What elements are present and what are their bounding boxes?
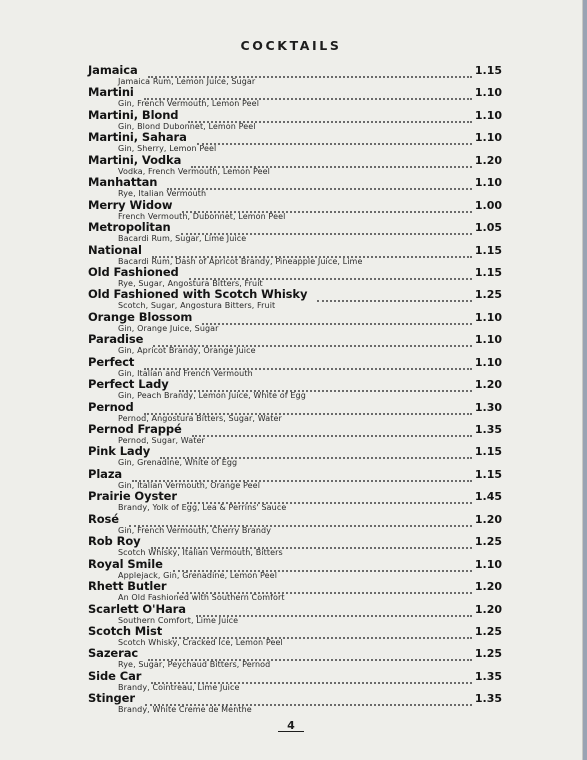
cocktail-name: Stinger: [88, 691, 135, 706]
cocktail-price: 1.10: [474, 131, 502, 145]
cocktail-name: Pink Lady: [88, 444, 151, 459]
menu-item: [88, 513, 502, 535]
cocktail-name: Side Car: [88, 668, 142, 683]
cocktail-name: National: [88, 242, 142, 257]
menu-item: [88, 401, 502, 423]
cocktail-ingredients: Rye, Italian Vermouth: [118, 189, 207, 199]
cocktail-ingredients: Scotch Whisky, Italian Vermouth, Bitters: [118, 548, 283, 558]
menu-item: [88, 647, 502, 669]
menu-item: [88, 154, 502, 176]
menu-item: [88, 131, 502, 153]
page-number-label: 4: [278, 720, 304, 732]
cocktail-price: 1.10: [474, 557, 502, 571]
cocktail-ingredients: Gin, French Vermouth, Lemon Peel: [118, 99, 260, 109]
cocktail-price: 1.35: [474, 423, 502, 436]
menu-item: [88, 445, 502, 467]
cocktail-list: [88, 64, 502, 715]
cocktail-ingredients: Gin, Grenadine, White of Egg: [118, 458, 238, 468]
cocktail-price: 1.10: [474, 310, 502, 324]
menu-item: [88, 468, 502, 490]
cocktail-ingredients: Southern Comfort, Lime Juice: [118, 615, 239, 625]
cocktail-ingredients: Scotch, Sugar, Angostura Bitters, Fruit: [118, 301, 276, 311]
cocktail-name: Manhattan: [88, 175, 158, 190]
menu-item: [88, 356, 502, 378]
cocktail-price: 1.20: [474, 580, 502, 594]
cocktail-name: Perfect Lady: [88, 377, 169, 392]
cocktail-name: Orange Blossom: [88, 309, 193, 324]
cocktail-ingredients: Applejack, Gin, Grenadine, Lemon Peel: [118, 570, 278, 580]
cocktail-ingredients: Gin, Italian Vermouth, Orange Peel: [118, 480, 261, 490]
cocktail-price: 1.15: [474, 243, 502, 257]
cocktail-price: 1.20: [474, 512, 502, 526]
cocktail-ingredients: Bacardi Rum, Dash of Apricot Brandy, Pineapple Juice, Lime: [118, 256, 363, 266]
menu-item: [88, 64, 502, 86]
cocktail-name: Old Fashioned with Scotch Whisky: [88, 287, 308, 302]
cocktail-name: Rob Roy: [88, 534, 141, 549]
cocktail-price: 1.10: [474, 355, 502, 369]
cocktail-ingredients: Gin, Orange Juice, Sugar: [118, 323, 219, 333]
cocktail-price: 1.05: [474, 221, 502, 235]
cocktail-name: Old Fashioned: [88, 264, 179, 279]
cocktail-name: Metropolitan: [88, 220, 171, 235]
cocktail-name: Pernod Frappé: [88, 422, 182, 436]
cocktail-name: Martini: [88, 85, 134, 100]
cocktail-name: Royal Smile: [88, 556, 163, 571]
cocktail-name: Martini, Blond: [88, 107, 179, 122]
menu-item: [88, 311, 502, 333]
menu-item: [88, 378, 502, 400]
cocktail-ingredients: Gin, Peach Brandy, Lemon Juice, White of Egg: [118, 391, 306, 401]
cocktail-name: Scarlett O'Hara: [88, 601, 186, 616]
cocktail-price: 1.25: [474, 535, 502, 549]
cocktail-ingredients: An Old Fashioned with Southern Comfort: [118, 593, 285, 603]
menu-item: [88, 244, 502, 266]
cocktail-ingredients: Brandy, Cointreau, Lime Juice: [118, 682, 240, 692]
cocktail-name: Prairie Oyster: [88, 489, 177, 504]
cocktail-price: 1.45: [474, 490, 502, 504]
cocktail-name: Merry Widow: [88, 197, 173, 212]
cocktail-price: 1.10: [474, 176, 502, 190]
cocktail-price: 1.10: [474, 86, 502, 100]
menu-item: [88, 423, 502, 445]
cocktail-price: 1.25: [474, 624, 502, 638]
cocktail-price: 1.10: [474, 333, 502, 347]
cocktail-ingredients: Pernod, Angostura Bitters, Sugar, Water: [118, 413, 282, 423]
cocktail-price: 1.15: [474, 467, 502, 481]
cocktail-name: Rosé: [88, 511, 120, 526]
cocktail-name: Paradise: [88, 332, 144, 347]
cocktail-price: 1.15: [474, 64, 502, 77]
cocktail-ingredients: Gin, Apricot Brandy, Orange Juice: [118, 346, 256, 356]
cocktail-name: Scotch Mist: [88, 623, 163, 638]
menu-item: [88, 490, 502, 512]
cocktail-name: Pernod: [88, 399, 134, 414]
menu-item: [88, 266, 502, 288]
cocktail-price: 1.20: [474, 153, 502, 167]
cocktail-ingredients: Rye, Sugar, Angostura Bitters, Fruit: [118, 278, 263, 288]
cocktail-ingredients: Brandy, Yolk of Egg, Lea & Perrins' Sauce: [118, 503, 287, 513]
cocktail-ingredients: Bacardi Rum, Sugar, Lime Juice: [118, 234, 247, 244]
cocktail-price: 1.35: [474, 669, 502, 683]
cocktail-price: 1.00: [474, 198, 502, 212]
cocktail-name: Plaza: [88, 466, 123, 481]
cocktail-name: Perfect: [88, 354, 135, 369]
cocktail-ingredients: Scotch Whisky, Cracked Ice, Lemon Peel: [118, 637, 283, 647]
menu-item: [88, 625, 502, 647]
cocktail-price: 1.20: [474, 378, 502, 392]
cocktail-ingredients: Gin, Blond Dubonnet, Lemon Peel: [118, 121, 256, 131]
menu-item: [88, 333, 502, 355]
dot-leader: [197, 139, 472, 145]
cocktail-ingredients: Brandy, White Creme de Menthe: [118, 705, 252, 715]
cocktail-price: 1.15: [474, 265, 502, 279]
cocktail-name: Jamaica: [88, 63, 138, 77]
cocktail-name: Rhett Butler: [88, 579, 167, 594]
cocktail-price: 1.15: [474, 445, 502, 459]
cocktail-name: Martini, Vodka: [88, 152, 182, 167]
cocktail-ingredients: Gin, Sherry, Lemon Peel: [118, 144, 217, 154]
cocktail-price: 1.25: [474, 647, 502, 661]
menu-item: [88, 535, 502, 557]
menu-item: [88, 692, 502, 714]
page-number: [0, 719, 582, 732]
dot-leader: [202, 319, 472, 325]
menu-item: [88, 109, 502, 131]
cocktail-ingredients: Rye, Sugar, Peychaud Bitters, Pernod: [118, 660, 271, 670]
cocktail-name: Sazerac: [88, 646, 139, 661]
cocktail-ingredients: Jamaica Rum, Lemon Juice, Sugar: [118, 77, 256, 86]
cocktail-ingredients: Gin, French Vermouth, Cherry Brandy: [118, 525, 272, 535]
menu-item: [88, 221, 502, 243]
cocktail-ingredients: Vodka, French Vermouth, Lemon Peel: [118, 166, 270, 176]
cocktail-ingredients: French Vermouth, Dubonnet, Lemon Peel: [118, 211, 286, 221]
cocktail-price: 1.10: [474, 108, 502, 122]
menu-item: [88, 199, 502, 221]
menu-item: [88, 603, 502, 625]
menu-item: [88, 176, 502, 198]
dot-leader: [167, 184, 472, 190]
menu-item: [88, 558, 502, 580]
cocktail-ingredients: Gin, Italian and French Vermouth: [118, 368, 253, 378]
cocktail-price: 1.25: [474, 288, 502, 302]
cocktail-ingredients: Pernod, Sugar, Water: [118, 436, 205, 445]
cocktail-price: 1.30: [474, 400, 502, 414]
menu-item: [88, 288, 502, 310]
dot-leader: [317, 296, 472, 302]
cocktail-price: 1.35: [474, 692, 502, 706]
page-title: COCKTAILS: [240, 38, 342, 53]
menu-item: [88, 580, 502, 602]
cocktail-price: 1.20: [474, 602, 502, 616]
cocktail-name: Martini, Sahara: [88, 130, 187, 145]
dot-leader: [192, 431, 472, 437]
menu-item: [88, 670, 502, 692]
menu-item: [88, 86, 502, 108]
